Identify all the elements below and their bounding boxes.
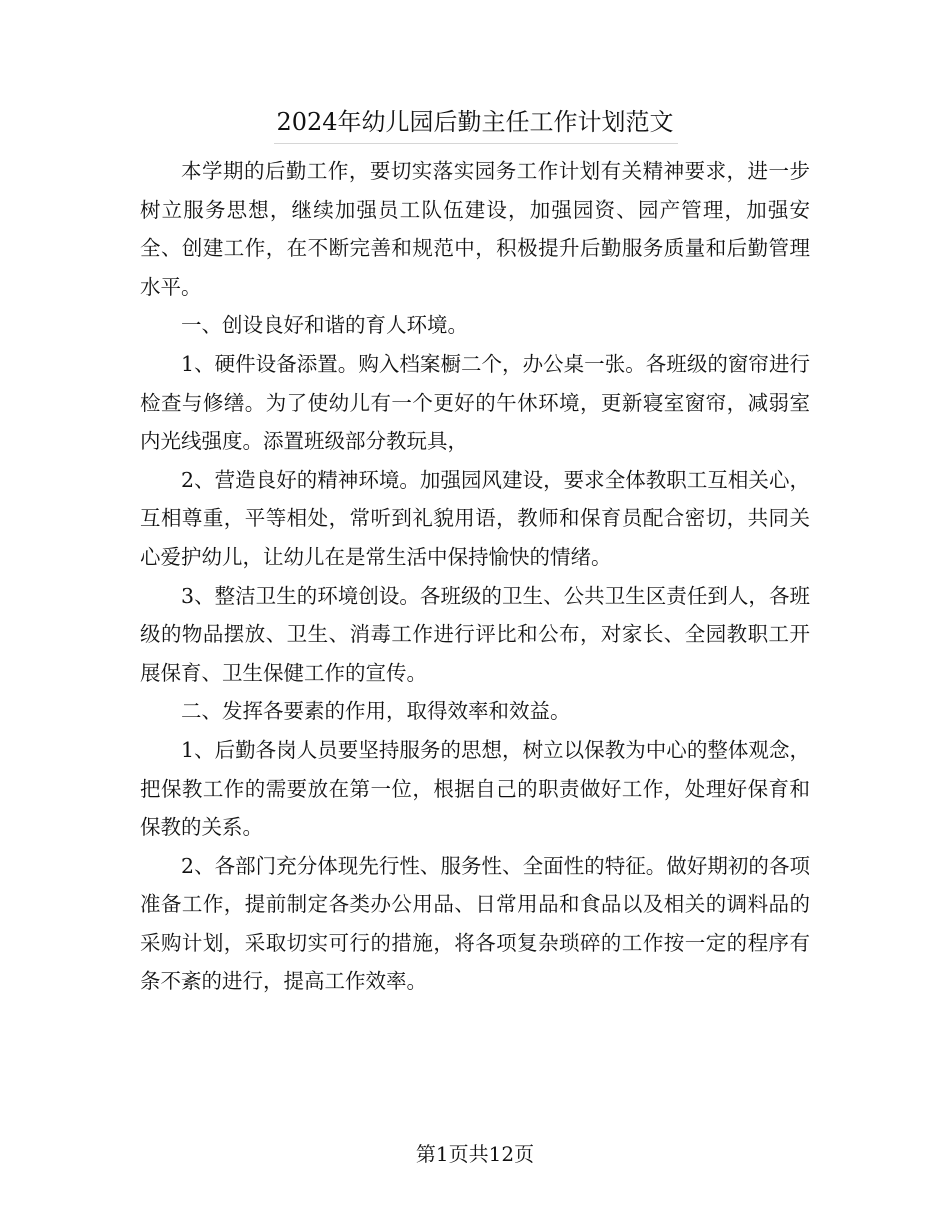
document-title: 2024年幼儿园后勤主任工作计划范文 [276, 108, 674, 136]
paragraph-2-1: 1、后勤各岗人员要坚持服务的思想，树立以保教为中心的整体观念，把保教工作的需要放在第一位，根据自己的职责做好工作，处理好保育和保教的关系。 [140, 737, 810, 840]
paragraph-2-2: 2、各部门充分体现先行性、服务性、全面性的特征。做好期初的各项准备工作，提前制定各类办公用品、日常用品和食品以及相关的调料品的采购计划，采取切实可行的措施，将各项复杂琐碎的工作按一定的程序有条不紊的进行，提高工作效率。 [140, 853, 810, 994]
title-underline [274, 143, 678, 144]
paragraph-1-1: 1、硬件设备添置。购入档案橱二个，办公桌一张。各班级的窗帘进行检查与修缮。为了使幼儿有一个更好的午休环境，更新寝室窗帘，减弱室内光线强度。添置班级部分教玩具， [140, 351, 810, 454]
paragraph-intro: 本学期的后勤工作，要切实落实园务工作计划有关精神要求，进一步树立服务思想，继续加强员工队伍建设，加强园资、园产管理，加强安全、创建工作，在不断完善和规范中，积极提升后勤服务质量和后勤管理水平。 [140, 159, 810, 299]
section-heading-1: 一、创设良好和谐的育人环境。 [181, 313, 468, 338]
paragraph-1-3: 3、整洁卫生的环境创设。各班级的卫生、公共卫生区责任到人，各班级的物品摆放、卫生、消毒工作进行评比和公布，对家长、全园教职工开展保育、卫生保健工作的宣传。 [140, 583, 810, 685]
paragraph-1-2: 2、营造良好的精神环境。加强园风建设，要求全体教职工互相关心，互相尊重，平等相处，常听到礼貌用语，教师和保育员配合密切，共同关心爱护幼儿，让幼儿在是常生活中保持愉快的情绪。 [140, 467, 810, 569]
document-body [140, 152, 810, 1001]
section-heading-2: 二、发挥各要素的作用，取得效率和效益。 [181, 699, 571, 724]
page-footer: 第1页共12页 [415, 1142, 535, 1166]
